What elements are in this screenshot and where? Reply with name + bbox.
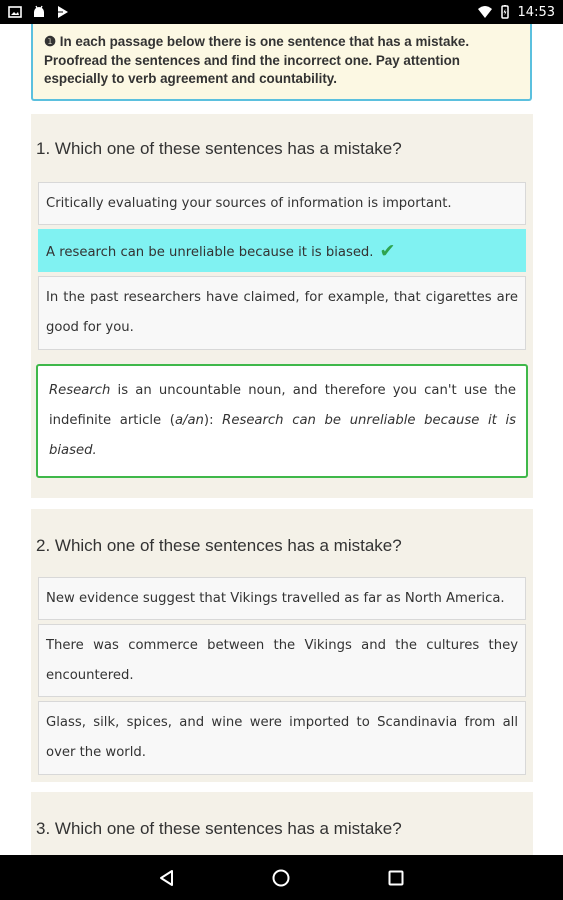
status-left — [8, 5, 70, 19]
option-1-1[interactable] — [38, 182, 526, 225]
option-text: Critically evaluating your sources of information is important. — [46, 196, 452, 211]
explanation-italic: Research — [49, 383, 111, 398]
status-right — [478, 5, 555, 20]
option-2-2[interactable] — [38, 624, 526, 697]
status-time: 14:53 — [517, 4, 555, 20]
status-bar — [0, 0, 563, 24]
option-text: New evidence suggest that Vikings travelled as far as North America. — [46, 591, 505, 606]
instructions-box — [31, 24, 532, 101]
recents-button[interactable] — [384, 866, 408, 890]
nav-bar — [0, 855, 563, 900]
option-2-3[interactable] — [38, 701, 526, 775]
explanation-box — [36, 364, 528, 478]
back-button[interactable] — [155, 866, 179, 890]
instructions-text: In each passage below there is one sentence that has a mistake. Proofread the sentences and find the incorrect one. Pay attention especially to verb agreement and countability. — [44, 34, 470, 86]
question-title: 1. Which one of these sentences has a mistake? — [36, 139, 402, 158]
option-1-3[interactable] — [38, 276, 526, 350]
question-card-3 — [31, 792, 533, 855]
question-title: 2. Which one of these sentences has a mistake? — [36, 536, 402, 555]
option-text: In the past researchers have claimed, for example, that cigarettes are good for you. — [46, 290, 518, 335]
checkmark-icon: ✔ — [379, 240, 396, 262]
content-scroll-area[interactable] — [0, 24, 563, 855]
play-store-icon — [56, 5, 70, 19]
android-icon — [32, 5, 46, 19]
explanation-italic: a/an — [174, 413, 204, 428]
back-icon — [158, 869, 176, 887]
recents-icon — [387, 869, 405, 887]
home-icon — [271, 868, 291, 888]
battery-icon — [498, 5, 512, 19]
explanation-text: ): — [203, 413, 223, 428]
image-icon — [8, 5, 22, 19]
question-card-1 — [31, 114, 533, 498]
option-1-2-correct[interactable] — [38, 229, 526, 272]
wifi-icon — [478, 5, 492, 19]
option-2-1[interactable] — [38, 577, 526, 620]
option-text: A research can be unreliable because it is biased. — [46, 245, 374, 260]
option-text: Glass, silk, spices, and wine were imported to Scandinavia from all over the world. — [46, 715, 518, 760]
question-card-2 — [31, 509, 533, 782]
question-title: 3. Which one of these sentences has a mistake? — [36, 819, 402, 838]
home-button[interactable] — [269, 866, 293, 890]
explanation-italic: Research can be unreliable because it is biased. — [49, 413, 516, 458]
option-text: There was commerce between the Vikings and the cultures they encountered. — [46, 638, 518, 683]
info-circle-icon: ❶ — [44, 34, 57, 49]
explanation-text: is an uncountable noun, and therefore you can't use the indefinite article ( — [49, 383, 516, 428]
